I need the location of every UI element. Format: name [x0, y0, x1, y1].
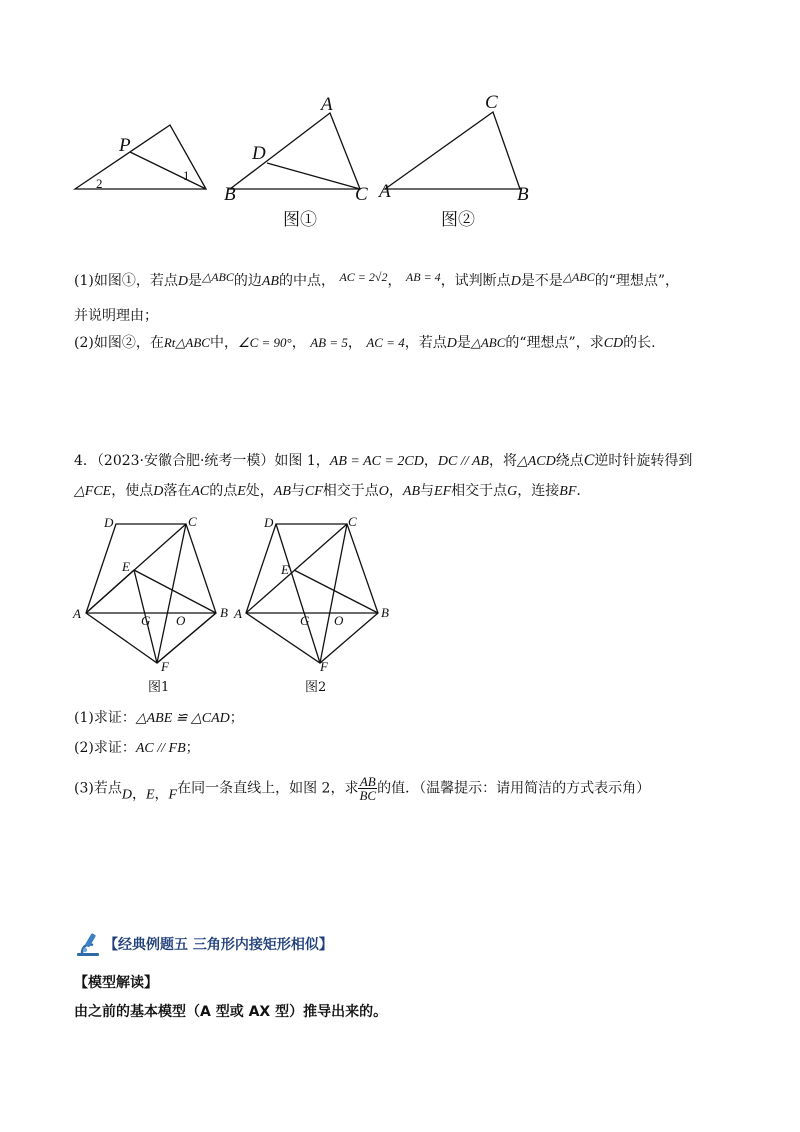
q4-intro-line1: 4．（2023·安徽合肥·统考一模）如图 1，AB = AC = 2CD，DC // AB，将△ACD绕点C逆时针旋转得到	[74, 452, 693, 469]
p2-label-B: B	[381, 605, 389, 620]
fig1-triangle	[230, 113, 360, 189]
p2-label-E: E	[281, 562, 289, 577]
label-A2: A	[379, 181, 391, 202]
fig0-segment	[130, 152, 206, 189]
p2-label-C: C	[348, 514, 357, 529]
caption-pent-1: 图1	[148, 680, 170, 695]
caption-fig-1: 图①	[283, 210, 317, 230]
p2-label-D: D	[264, 515, 274, 530]
q4-intro-line2: △FCE，使点D落在AC的点E处，AB与CF相交于点O，AB与EF相交于点G，连接BF.	[74, 483, 581, 499]
p1-label-E: E	[122, 559, 130, 574]
q4-part3: (3)若点D，E，F在同一条直线上，如图 2，求 $\frac{AB}{BC}$ 的值．（温馨提示：请用简洁的方式表示角）	[74, 774, 651, 803]
p2-label-F: F	[320, 659, 328, 674]
label-C: C	[355, 184, 368, 205]
p2-label-G: G	[300, 613, 310, 628]
label-angle-2: 2	[96, 176, 103, 191]
caption-pent-2: 图2	[305, 680, 327, 695]
model-heading: 【模型解读】	[74, 975, 158, 991]
fig1-segment	[267, 163, 360, 189]
q3-part1-line2: 并说明理由；	[74, 308, 158, 324]
section-title: 【经典例题五 三角形内接矩形相似】	[104, 937, 333, 953]
caption-fig-2: 图②	[441, 210, 475, 230]
model-text: 由之前的基本模型（A 型或 AX 型）推导出来的。	[74, 1004, 388, 1020]
p1-label-F: F	[161, 659, 169, 674]
p1-label-G: G	[141, 613, 151, 628]
p2-label-A: A	[234, 606, 242, 621]
q4-part2: (2)求证：AC // FB；	[74, 740, 200, 756]
p1-label-C: C	[188, 514, 197, 529]
label-B: B	[224, 184, 236, 205]
label-C2: C	[485, 92, 498, 113]
label-D: D	[252, 143, 266, 164]
q4-part1: (1)求证：△ABE ≌ △CAD；	[74, 710, 244, 726]
pentagon-fig-1	[86, 524, 216, 663]
label-angle-1: 1	[183, 168, 190, 183]
pentagon-fig-2	[246, 524, 378, 663]
p1-label-B: B	[220, 605, 228, 620]
fig2-triangle	[385, 112, 520, 189]
q3-part1-line1: (1)如图①，若点D是△ABC的边AB的中点， AC = 2√2， AB = 4，试判断点D是不是△ABC的“理想点”，	[74, 270, 680, 289]
p2-label-O: O	[334, 613, 344, 628]
label-B2: B	[517, 184, 529, 205]
label-A: A	[321, 94, 333, 115]
pentagon-figures-svg	[70, 510, 410, 700]
label-P: P	[119, 135, 131, 156]
p1-label-A: A	[73, 606, 81, 621]
p1-label-D: D	[104, 515, 114, 530]
q3-part2: (2)如图②，在Rt△ABC中，∠C = 90°， AB = 5， AC = 4，若点D是△ABC的“理想点”，求CD的长.	[74, 335, 656, 351]
microscope-icon	[74, 930, 104, 958]
p1-label-O: O	[176, 613, 186, 628]
fraction-ab-bc: $\frac{AB}{BC}$	[359, 774, 377, 803]
